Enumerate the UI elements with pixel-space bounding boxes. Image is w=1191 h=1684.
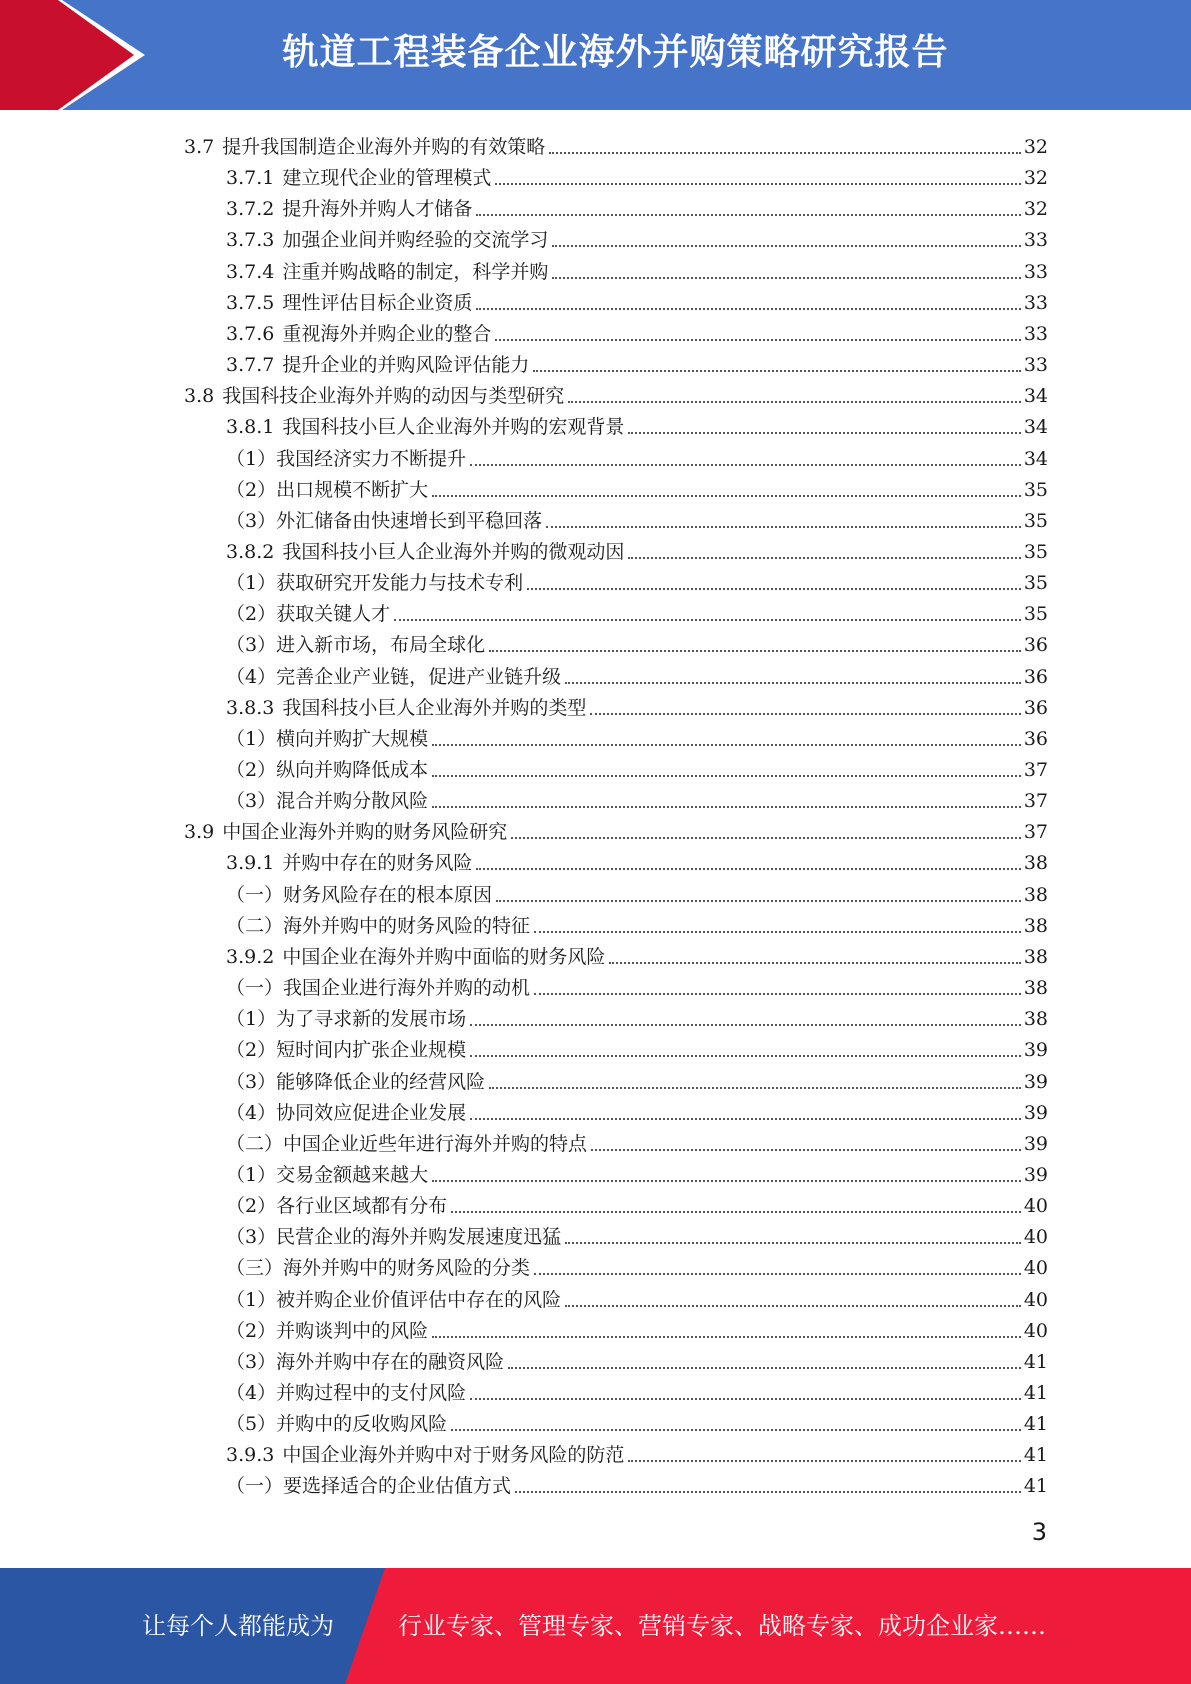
toc-entry[interactable] bbox=[226, 533, 1048, 564]
toc-entry[interactable] bbox=[226, 969, 1048, 1000]
toc-dot-leader bbox=[470, 1398, 1021, 1400]
toc-dot-leader bbox=[534, 993, 1021, 995]
toc-entry-page: 40 bbox=[1023, 1319, 1048, 1342]
toc-dot-leader bbox=[549, 152, 1021, 154]
toc-entry-page: 36 bbox=[1023, 665, 1048, 688]
toc-entry-page: 36 bbox=[1023, 634, 1048, 657]
toc-dot-leader bbox=[565, 1242, 1021, 1244]
toc-entry-number: 3.7.4 bbox=[226, 260, 275, 283]
toc-entry[interactable] bbox=[226, 1000, 1048, 1031]
toc-dot-leader bbox=[552, 277, 1020, 279]
toc-entry-page: 38 bbox=[1023, 914, 1048, 937]
toc-dot-leader bbox=[476, 214, 1020, 216]
toc-entry[interactable] bbox=[226, 782, 1048, 813]
toc-entry-page: 34 bbox=[1023, 385, 1048, 408]
toc-entry-title: （2）出口规模不断扩大 bbox=[226, 478, 429, 501]
toc-entry[interactable] bbox=[226, 938, 1048, 969]
toc-entry-title: 我国科技企业海外并购的动因与类型研究 bbox=[222, 385, 565, 408]
toc-entry[interactable] bbox=[226, 1218, 1048, 1249]
toc-entry-title: （一）财务风险存在的根本原因 bbox=[226, 883, 493, 906]
toc-entry[interactable] bbox=[226, 1405, 1048, 1436]
toc-entry-page: 33 bbox=[1023, 291, 1048, 314]
toc-entry[interactable] bbox=[226, 751, 1048, 782]
toc-entry-page: 38 bbox=[1023, 945, 1048, 968]
toc-entry-title: （2）各行业区域都有分布 bbox=[226, 1195, 448, 1218]
toc-entry-page: 38 bbox=[1023, 883, 1048, 906]
toc-entry-number: 3.7.7 bbox=[226, 354, 275, 377]
toc-entry-page: 36 bbox=[1023, 727, 1048, 750]
toc-dot-leader bbox=[451, 1211, 1021, 1213]
toc-entry-page: 39 bbox=[1023, 1163, 1048, 1186]
toc-dot-leader bbox=[511, 837, 1021, 839]
toc-entry-title: （一）要选择适合的企业估值方式 bbox=[226, 1475, 512, 1498]
toc-dot-leader bbox=[470, 464, 1021, 466]
toc-entry-page: 38 bbox=[1023, 852, 1048, 875]
toc-entry[interactable] bbox=[226, 1187, 1048, 1218]
toc-dot-leader bbox=[470, 1024, 1021, 1026]
toc-entry-page: 39 bbox=[1023, 1101, 1048, 1124]
toc-dot-leader bbox=[496, 900, 1021, 902]
toc-entry-title: 重视海外并购企业的整合 bbox=[282, 322, 492, 345]
toc-entry-title: 我国科技小巨人企业海外并购的微观动因 bbox=[282, 540, 625, 563]
header-banner bbox=[0, 0, 1191, 110]
toc-entry-title: （1）获取研究开发能力与技术专利 bbox=[226, 572, 524, 595]
toc-entry[interactable] bbox=[226, 1063, 1048, 1094]
toc-entry-title: （1）被并购企业价值评估中存在的风险 bbox=[226, 1288, 562, 1311]
toc-dot-leader bbox=[432, 1336, 1021, 1338]
toc-entry-title: 中国企业海外并购中对于财务风险的防范 bbox=[282, 1444, 625, 1467]
toc-dot-leader bbox=[533, 370, 1020, 372]
toc-entry[interactable] bbox=[226, 1031, 1048, 1062]
toc-entry-page: 35 bbox=[1023, 572, 1048, 595]
toc-entry-title: （2）获取关键人才 bbox=[226, 603, 391, 626]
toc-dot-leader bbox=[515, 1491, 1021, 1493]
toc-dot-leader bbox=[476, 308, 1020, 310]
toc-entry[interactable] bbox=[184, 128, 1048, 159]
toc-entry-page: 40 bbox=[1023, 1257, 1048, 1280]
toc-entry-title: 我国科技小巨人企业海外并购的类型 bbox=[282, 696, 587, 719]
toc-entry-title: （5）并购中的反收购风险 bbox=[226, 1413, 448, 1436]
toc-entry-page: 38 bbox=[1023, 1008, 1048, 1031]
toc-dot-leader bbox=[432, 1180, 1021, 1182]
toc-entry-page: 33 bbox=[1023, 229, 1048, 252]
toc-entry-title: 提升企业的并购风险评估能力 bbox=[282, 354, 530, 377]
document-title: 轨道工程装备企业海外并购策略研究报告 bbox=[282, 32, 949, 73]
toc-entry-page: 39 bbox=[1023, 1039, 1048, 1062]
toc-entry-number: 3.7.5 bbox=[226, 291, 275, 314]
toc-entry-number: 3.8.2 bbox=[226, 540, 275, 563]
toc-entry-number: 3.7.1 bbox=[226, 167, 275, 190]
toc-entry[interactable] bbox=[226, 221, 1048, 252]
toc-entry-page: 37 bbox=[1023, 821, 1048, 844]
toc-dot-leader bbox=[534, 1273, 1021, 1275]
toc-dot-leader bbox=[565, 1305, 1021, 1307]
toc-entry-page: 39 bbox=[1023, 1070, 1048, 1093]
toc-entry-page: 41 bbox=[1023, 1350, 1048, 1373]
toc-entry[interactable] bbox=[226, 1374, 1048, 1405]
toc-dot-leader bbox=[470, 1118, 1021, 1120]
toc-entry-page: 32 bbox=[1023, 198, 1048, 221]
toc-dot-leader bbox=[508, 1367, 1021, 1369]
toc-entry-title: （2）并购谈判中的风险 bbox=[226, 1319, 429, 1342]
toc-dot-leader bbox=[495, 183, 1020, 185]
toc-entry-title: （2）纵向并购降低成本 bbox=[226, 759, 429, 781]
toc-entry-number: 3.7.3 bbox=[226, 229, 275, 252]
toc-entry-page: 40 bbox=[1023, 1195, 1048, 1218]
toc-entry-title: 提升海外并购人才储备 bbox=[282, 198, 473, 221]
toc-entry-page: 33 bbox=[1023, 322, 1048, 345]
toc-entry[interactable] bbox=[226, 595, 1048, 626]
toc-entry[interactable] bbox=[226, 1281, 1048, 1312]
toc-entry[interactable] bbox=[226, 284, 1048, 315]
toc-dot-leader bbox=[568, 401, 1021, 403]
toc-entry[interactable] bbox=[226, 502, 1048, 533]
toc-entry-title: （1）为了寻求新的发展市场 bbox=[226, 1008, 467, 1031]
toc-entry[interactable] bbox=[226, 190, 1048, 221]
toc-entry[interactable] bbox=[184, 377, 1048, 408]
toc-entry[interactable] bbox=[226, 1156, 1048, 1187]
toc-entry[interactable] bbox=[226, 876, 1048, 907]
toc-dot-leader bbox=[432, 744, 1021, 746]
toc-entry-title: （3）进入新市场，布局全球化 bbox=[226, 634, 486, 657]
toc-entry-title: （4）完善企业产业链，促进产业链升级 bbox=[226, 665, 562, 688]
toc-entry-title: （3）民营企业的海外并购发展速度迅猛 bbox=[226, 1226, 562, 1249]
toc-entry-number: 3.9.1 bbox=[226, 852, 275, 875]
toc-dot-leader bbox=[628, 432, 1020, 434]
toc-entry[interactable] bbox=[226, 1094, 1048, 1125]
toc-entry-title: 中国企业海外并购的财务风险研究 bbox=[222, 821, 508, 844]
toc-entry-title: （3）海外并购中存在的融资风险 bbox=[226, 1350, 505, 1373]
toc-entry[interactable] bbox=[226, 844, 1048, 875]
toc-entry-page: 40 bbox=[1023, 1226, 1048, 1249]
toc-entry-title: （3）能够降低企业的经营风险 bbox=[226, 1070, 486, 1093]
toc-entry[interactable] bbox=[226, 626, 1048, 657]
toc-entry[interactable] bbox=[226, 440, 1048, 471]
toc-entry-page: 35 bbox=[1023, 603, 1048, 626]
toc-entry-title: （3）混合并购分散风险 bbox=[226, 790, 429, 813]
toc-dot-leader bbox=[590, 713, 1020, 715]
toc-dot-leader bbox=[476, 868, 1020, 870]
toc-entry-title: （4）协同效应促进企业发展 bbox=[226, 1101, 467, 1124]
toc-entry-title: 并购中存在的财务风险 bbox=[282, 852, 473, 875]
toc-entry-number: 3.7.6 bbox=[226, 322, 275, 345]
toc-entry-page: 40 bbox=[1023, 1288, 1048, 1311]
toc-entry-title: （1）我国经济实力不断提升 bbox=[226, 447, 467, 470]
toc-entry-page: 32 bbox=[1023, 136, 1048, 158]
toc-dot-leader bbox=[495, 339, 1020, 341]
toc-entry-title: （一）我国企业进行海外并购的动机 bbox=[226, 977, 531, 1000]
toc-entry-title: 中国企业在海外并购中面临的财务风险 bbox=[282, 945, 606, 968]
toc-dot-leader bbox=[546, 526, 1021, 528]
toc-entry-number: 3.7.2 bbox=[226, 198, 275, 221]
toc-entry[interactable] bbox=[226, 1249, 1048, 1280]
toc-entry-page: 37 bbox=[1023, 790, 1048, 813]
toc-entry[interactable] bbox=[226, 564, 1048, 595]
toc-dot-leader bbox=[534, 931, 1021, 933]
toc-entry-title: 我国科技小巨人企业海外并购的宏观背景 bbox=[282, 416, 625, 439]
toc-entry-number: 3.9.2 bbox=[226, 945, 275, 968]
toc-dot-leader bbox=[394, 619, 1021, 621]
toc-entry-page: 39 bbox=[1023, 1132, 1048, 1155]
toc-dot-leader bbox=[552, 245, 1020, 247]
toc-entry[interactable] bbox=[226, 907, 1048, 938]
footer-banner bbox=[0, 1568, 1191, 1684]
toc-entry-page: 37 bbox=[1023, 759, 1048, 781]
toc-dot-leader bbox=[591, 1149, 1021, 1151]
toc-entry[interactable] bbox=[226, 1312, 1048, 1343]
toc-entry-page: 33 bbox=[1023, 354, 1048, 377]
toc-entry[interactable] bbox=[226, 346, 1048, 377]
toc-entry-title: 理性评估目标企业资质 bbox=[282, 291, 473, 314]
toc-entry-page: 41 bbox=[1023, 1444, 1048, 1467]
toc-entry[interactable] bbox=[226, 1467, 1048, 1498]
toc-entry-page: 34 bbox=[1023, 447, 1048, 470]
toc-entry[interactable] bbox=[226, 1343, 1048, 1374]
toc-entry-number: 3.8.1 bbox=[226, 416, 275, 439]
toc-entry[interactable] bbox=[226, 408, 1048, 439]
toc-entry[interactable] bbox=[184, 813, 1048, 844]
toc-entry-page: 41 bbox=[1023, 1475, 1048, 1498]
toc-entry-title: 建立现代企业的管理模式 bbox=[282, 167, 492, 190]
toc-entry-title: 提升我国制造企业海外并购的有效策略 bbox=[222, 136, 546, 158]
toc-entry[interactable] bbox=[226, 1125, 1048, 1156]
toc-entry-title: （3）外汇储备由快速增长到平稳回落 bbox=[226, 509, 543, 532]
toc-entry-number: 3.8.3 bbox=[226, 696, 275, 719]
footer-slogan-right: 行业专家、管理专家、营销专家、战略专家、成功企业家…… bbox=[398, 1612, 1046, 1640]
toc-dot-leader bbox=[432, 775, 1021, 777]
toc-entry-title: （二）中国企业近些年进行海外并购的特点 bbox=[226, 1132, 588, 1155]
toc-entry-title: （二）海外并购中的财务风险的特征 bbox=[226, 914, 531, 937]
toc-entry[interactable] bbox=[226, 658, 1048, 689]
toc-entry-number: 3.8 bbox=[184, 385, 215, 408]
toc-entry-page: 35 bbox=[1023, 540, 1048, 563]
toc-dot-leader bbox=[628, 1460, 1020, 1462]
toc-dot-leader bbox=[565, 682, 1021, 684]
toc-entry[interactable] bbox=[226, 315, 1048, 346]
toc-entry-page: 35 bbox=[1023, 478, 1048, 501]
toc-entry-page: 41 bbox=[1023, 1382, 1048, 1404]
toc-entry[interactable] bbox=[226, 1436, 1048, 1467]
toc-entry-title: （2）短时间内扩张企业规模 bbox=[226, 1039, 467, 1062]
toc-dot-leader bbox=[432, 495, 1021, 497]
toc-entry-title: （4）并购过程中的支付风险 bbox=[226, 1382, 467, 1404]
toc-entry-number: 3.7 bbox=[184, 136, 215, 158]
toc-entry-title: （1）横向并购扩大规模 bbox=[226, 727, 429, 750]
toc-entry-page: 36 bbox=[1023, 696, 1048, 719]
toc-dot-leader bbox=[628, 557, 1020, 559]
toc-dot-leader bbox=[489, 650, 1021, 652]
toc-entry-page: 41 bbox=[1023, 1413, 1048, 1436]
toc-entry-number: 3.9.3 bbox=[226, 1444, 275, 1467]
toc-dot-leader bbox=[432, 806, 1021, 808]
toc-entry-title: 注重并购战略的制定，科学并购 bbox=[282, 260, 549, 283]
toc-entry-title: （1）交易金额越来越大 bbox=[226, 1163, 429, 1186]
toc-dot-leader bbox=[451, 1429, 1021, 1431]
toc-entry[interactable] bbox=[226, 159, 1048, 190]
toc-dot-leader bbox=[470, 1055, 1021, 1057]
toc-entry-page: 33 bbox=[1023, 260, 1048, 283]
toc-entry-page: 38 bbox=[1023, 977, 1048, 1000]
toc-entry-page: 34 bbox=[1023, 416, 1048, 439]
toc-dot-leader bbox=[527, 588, 1021, 590]
toc-dot-leader bbox=[489, 1087, 1021, 1089]
toc-entry[interactable] bbox=[226, 689, 1048, 720]
toc-entry-page: 35 bbox=[1023, 509, 1048, 532]
toc-entry-title: （三）海外并购中的财务风险的分类 bbox=[226, 1257, 531, 1280]
toc-dot-leader bbox=[609, 962, 1020, 964]
page-number: 3 bbox=[1031, 1518, 1047, 1546]
toc-entry[interactable] bbox=[226, 471, 1048, 502]
toc-entry[interactable] bbox=[226, 720, 1048, 751]
footer-slogan-left: 让每个人都能成为 bbox=[142, 1612, 334, 1640]
toc-entry-title: 加强企业间并购经验的交流学习 bbox=[282, 229, 549, 252]
toc-entry[interactable] bbox=[226, 253, 1048, 284]
toc-entry-number: 3.9 bbox=[184, 821, 215, 844]
toc-entry-page: 32 bbox=[1023, 167, 1048, 190]
